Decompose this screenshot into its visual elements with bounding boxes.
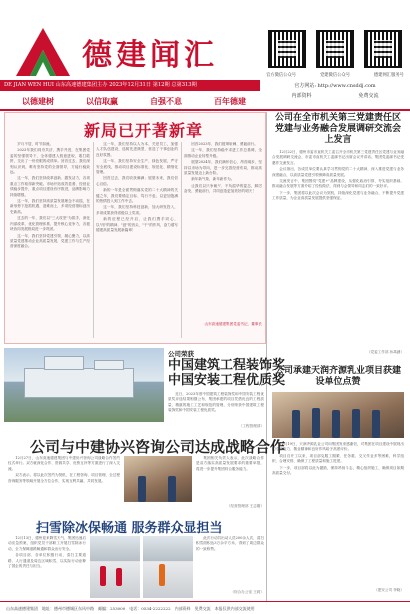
masthead-title: 德建闻汇 xyxy=(82,38,218,73)
lead-column-2 xyxy=(96,142,178,338)
lead-c1-p4: 过去的一年，我们以"三大攻坚"为抓手，深化内部改革，优化管理体系，提升核心竞争力，各板块协同发展格局进一步巩固。 xyxy=(10,216,90,232)
lead-c1-p3: 这一年，我们坚持高质量发展理念不动摇，在新形势下抢抓机遇、迎难而上，多项经营指标创历史新高。 xyxy=(10,199,90,214)
column-divider xyxy=(181,142,182,338)
right-top-body xyxy=(272,150,404,346)
qr-label-2: 党建微信公众号 xyxy=(319,73,351,78)
right-mid-body xyxy=(272,442,404,552)
st-p2: 集团相关负责人表示，此次战略合作是双方落实高质量发展要求的重要举措，将进一步提升集团综合服务能力。 xyxy=(196,456,264,471)
signing-photo xyxy=(124,456,192,502)
qr-label-1: 官方微信公众号 xyxy=(266,73,297,78)
award-kicker: 公司荣获 xyxy=(168,350,194,358)
lead-c2-p2: 回首过去，我们收获满满；展望未来，我们信心百倍。 xyxy=(96,176,178,186)
lead-c1-p0: 岁月不居，时节如流。 xyxy=(17,142,54,146)
right-column-divider xyxy=(266,112,267,602)
masthead-info-bar: DE JIAN WEN HUI 山东高速德建集团主办 2023年12月31日 第12期 总第313期 xyxy=(0,80,260,91)
lead-c2-p3: 新的一年是全面贯彻落实党的二十大精神的关键之年，我们要锚定目标、笃行不怠，以更加饱满的热情投入到工作中去。 xyxy=(96,188,178,204)
slogan-1: 以德建树 xyxy=(22,96,54,106)
lead-c1-p1: 2023年我们同舟共济、携手并进，在集团党委的坚强领导下，全体德建人锐意进取、敢打敢拼，交出了一份亮眼的成绩单。回首过去，我们深刻认识到，唯有坚持党的全面领导，方能行稳致远。 xyxy=(10,148,90,175)
rt-p2: 交流发言中，集团围绕"党建+"品牌建设，从强化政治引领、夯实组织基础、推动融合发展等方面介绍了经验做法，得到与会领导和同志们的一致好评。 xyxy=(272,179,404,189)
award-p0: 近日，2023年度中国建筑工程装饰奖和中国安装工程优质奖评选结果相继公布，集团承建的项目凭借优良的工程质量、精湛的施工工艺和规范的管理，分别荣获中国建筑工程装饰奖和中国安装工程优质奖。 xyxy=(168,392,264,413)
slogan-2: 以信取赢 xyxy=(86,96,118,106)
right-mid-title: 公司承建天润齐源乳业项目获建设单位点赞 xyxy=(274,366,401,387)
rm-p1: 项目自开工以来，项目部克服工期紧、任务重、交叉作业多等困难，科学组织、合理安排，确保了工程质量和施工进度。 xyxy=(272,453,404,464)
rt-p3: 下一步，集团将以此次会议为契机，持续深化党建与业务融合，不断提升党建工作质量，为企业高质量发展提供坚强保证。 xyxy=(272,190,404,201)
qr-labels xyxy=(266,72,404,78)
sn-p1: 各项目部、各单位积极行动，清扫主要道路、人行通道及周边区域积雪，以实际行动诠释了国企的责任与担当。 xyxy=(8,553,86,569)
slogan-row xyxy=(6,94,262,108)
strategy-title: 公司与中建协兴咨询公司达成战略合作 xyxy=(30,438,286,456)
qr-code-row xyxy=(268,30,402,70)
rt-p0: 12月22日，德州市委市直机关工委召开全市机关第三党建责任区党建与业务融合发展调研交流会，市委市直机关工委副书记出席会议并讲话。集团党委副书记受邀作交流发言。 xyxy=(272,150,404,165)
sn-p0: 12月13日，德州迎来降雪天气，集团迅速启动应急预案，组织党员干部职工开展扫雪除冰行动，全力保障道路畅通和群众出行安全。 xyxy=(8,536,86,551)
snow-byline: （综合办公室 王莉） xyxy=(230,590,264,594)
snow-body-2 xyxy=(196,536,264,586)
lead-c1-p2: 这一年，我们坚持改革创新、激发活力，各项重点工作取得新突破。市场开拓成效显著，经营业绩稳步提升，重点项目建设有序推进，品牌影响力持续增强。 xyxy=(10,176,90,197)
lead-c3-p1: 这一年，我们坚持稳中求进工作总基调，全面推动企业转型升级。 xyxy=(184,148,262,158)
qr-code-official-icon[interactable] xyxy=(268,30,306,68)
internal-note-2: 免费交流 xyxy=(358,93,379,99)
lead-c1-p5: 这一年，我们坚持党建引领、凝心聚力，以高质量党建推动企业高质量发展，党建工作与生产经营深度融合。 xyxy=(10,233,90,249)
award-body xyxy=(168,392,264,422)
lead-c2-p5: 新的征程已经开启，让我们携手同心，以"闯"的精神、"创"的劲头、"干"的作风，奋力谱写德建高质量发展新篇章！ xyxy=(96,217,178,233)
right-top-byline: （党委工作部 孙禹涵） xyxy=(366,350,404,354)
qr-label-3: 德建网汇服务号 xyxy=(373,73,404,78)
snow-photo-1 xyxy=(90,536,140,598)
rt-p1: 会议指出，各成员单位要认真学习贯彻党的二十大精神，深入推进党建与业务深度融合，以高质量党建引领保障高质量发展。 xyxy=(272,167,404,177)
page-footer: 山东高速德建集团 地址：德州市德城区东风中路 邮编：253000 电话：0534-2222222 内部资料 免费交流 本报仅供内部交流使用 xyxy=(0,601,410,614)
lead-article-title: 新局已开著新章 xyxy=(84,121,204,140)
right-mid-byline: （建安公司 李晓） xyxy=(374,588,404,592)
qr-code-party-icon[interactable] xyxy=(316,30,354,68)
lead-c2-p1: 这一年，我们坚持安全生产、绿色发展，严守安全底线，推动项目建设标准化、规范化、精细化管理。 xyxy=(96,159,178,175)
slogan-3: 自强不息 xyxy=(150,96,182,106)
strategy-body xyxy=(8,456,120,514)
lead-c3-p3: 新年新气象，新年新作为。 xyxy=(191,177,235,182)
ceremony-photo xyxy=(272,392,404,438)
header-divider xyxy=(0,109,410,111)
internal-note-1: 内部资料 xyxy=(291,93,312,99)
lead-c2-p4: 这一年，我们坚持科技创新，加大研发投入，多项成果获得省级以上奖项。 xyxy=(96,205,178,215)
website-link[interactable]: 官方网站: http://www.cnsddj.com xyxy=(294,83,376,89)
company-logo xyxy=(10,26,76,78)
snow-photo-2 xyxy=(143,536,193,598)
column-divider xyxy=(93,142,94,338)
award-line-1: 中国建筑工程装饰奖 xyxy=(168,358,286,373)
qr-code-service-icon[interactable] xyxy=(364,30,402,68)
snow-body xyxy=(8,536,86,598)
sn-p2: 此次行动共出动人员200余人次，清扫积雪面积达3万余平方米，得到了周边群众的一致称赞。 xyxy=(196,536,264,551)
building-photo xyxy=(4,348,164,422)
award-byline: （工程管理部） xyxy=(238,424,264,428)
lead-c3-p2: 展望2024年，我们满怀信心、昂首阔步，坚持以市场为导向，进一步完善经营布局，推动高质量发展迈上新台阶。 xyxy=(184,160,262,176)
rm-p2: 下一步，项目部将以此为激励，保持昂扬斗志，精心组织施工，确保项目如期高质量交付。 xyxy=(272,465,404,476)
snow-title: 扫雪除冰保畅通 服务群众显担当 xyxy=(36,521,223,536)
slogan-4: 百年德建 xyxy=(214,96,246,106)
lead-sign: 山东高速德建集团党委书记、董事长 xyxy=(204,322,262,326)
lead-column-3 xyxy=(184,142,262,318)
st-p0: 12月27日，山东高速德建集团与中建协兴咨询公司战略合作签约仪式举行。双方就深化合作、资源共享、优势互补等方面进行了深入交流。 xyxy=(8,456,120,471)
award-line-2: 中国安装工程优质奖 xyxy=(168,373,286,388)
right-top-title: 公司在全市机关第三党建责任区党建与业务融合发展调研交流会上发言 xyxy=(274,113,401,145)
st-p1: 双方表示，将以此次签约为契机，在工程咨询、项目管理、全过程咨询服务等领域开展全方位合作，实现互利共赢、共同发展。 xyxy=(8,473,120,483)
lead-column-1 xyxy=(10,142,90,338)
lead-c3-p4: 让我们以只争朝夕、不负韶华的姿态，踔厉奋发、勇毅前行，共同创造更加美好的明天！ xyxy=(184,183,262,194)
strategy-byline: （经营管理部 王志刚） xyxy=(226,504,264,508)
rm-p0: 12月19日，天润齐源乳业公司向集团发来感谢信，对集团在项目建设中展现出的专业能力、敬业精神和良好作风给予高度评价。 xyxy=(272,442,404,452)
internal-note xyxy=(268,92,402,99)
lead-c2-p0: 这一年，我们坚持以人为本、关爱员工，加强人才队伍建设，选树先进典型，营造了干事创业的良好氛围。 xyxy=(96,142,178,157)
lead-c3-p0: 回首2023年，我们披荆斩棘、勇毅前行。 xyxy=(191,142,258,146)
